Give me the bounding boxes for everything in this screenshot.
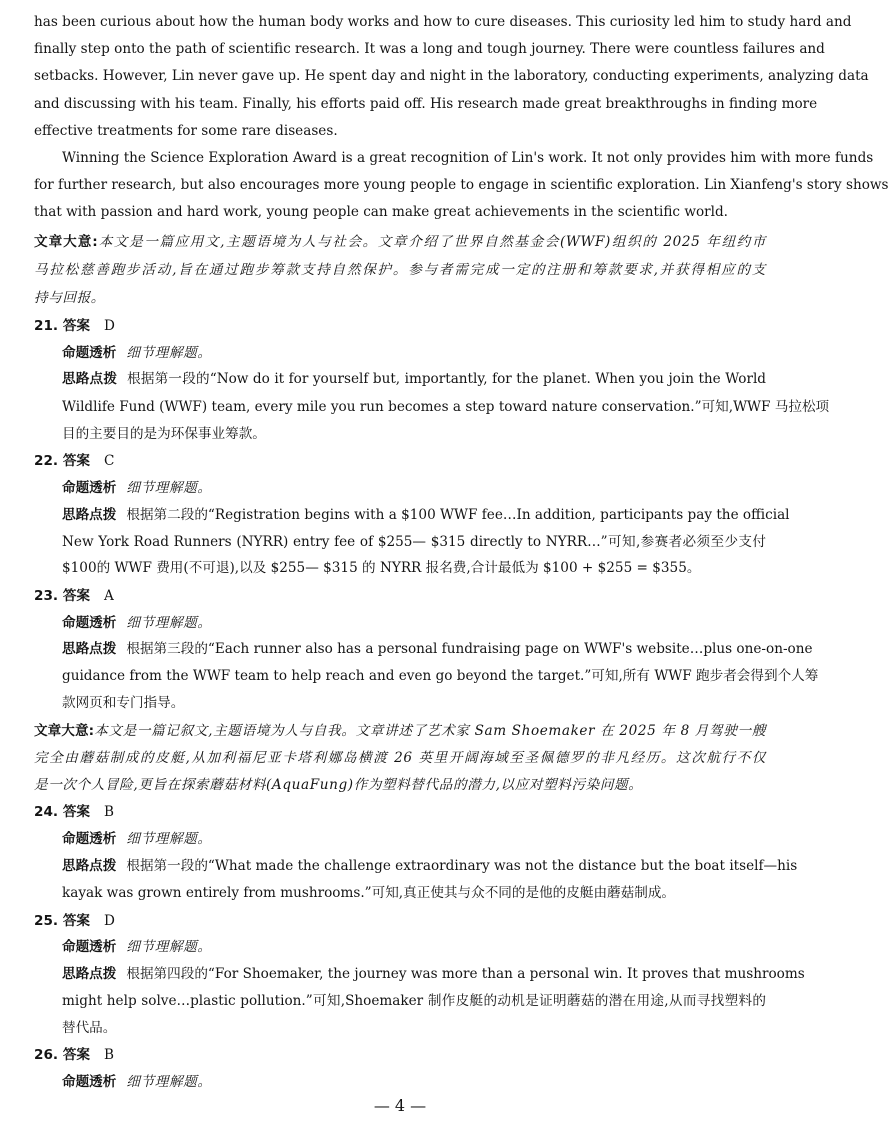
- hint-label: 思路点拨: [62, 371, 118, 387]
- passage-line: that with passion and hard work, young people can make great achievements in the scientific world.: [34, 204, 729, 220]
- question-23-analysis: [62, 613, 766, 633]
- summary-1-line: [34, 232, 766, 252]
- question-number: 22. 答案: [34, 453, 91, 469]
- question-number: 25. 答案: [34, 913, 91, 929]
- analysis-label: 命题透析: [62, 939, 117, 955]
- hint-label: 思路点拨: [62, 507, 117, 523]
- answer-letter: D: [104, 318, 115, 334]
- hint-label: 思路点拨: [62, 858, 117, 874]
- hint-label: 思路点拨: [62, 641, 117, 657]
- summary-2-line: 完全由蘑菇制成的皮艇,从加利福尼亚卡塔利娜岛横渡 26 英里开阔海域至圣佩德罗的非凡经历。这次航行不仅: [34, 750, 766, 766]
- hint-text: 根据第二段的“Registration begins with a $100 WWF fee…In addition, participants pay the official: [126, 507, 790, 523]
- summary-1-line: 马拉松慈善跑步活动,旨在通过跑步筹款支持自然保护。参与者需完成一定的注册和筹款要求,并获得相应的支: [34, 262, 766, 278]
- question-21-hint: [62, 369, 766, 389]
- passage-line: setbacks. However, Lin never gave up. He spent day and night in the laboratory, conducting experiments, analyzing data: [34, 68, 869, 84]
- hint-line: might help solve…plastic pollution.”可知,Shoemaker 制作皮艇的动机是证明蘑菇的潜在用途,从而寻找塑料的: [62, 993, 766, 1009]
- question-25-hint: [62, 964, 805, 984]
- passage-line: finally step onto the path of scientific research. It was a long and tough journey. There were countless failures and: [34, 41, 825, 57]
- question-number: 24. 答案: [34, 804, 91, 820]
- analysis-text: 细节理解题。: [126, 480, 212, 496]
- question-number: 21. 答案: [34, 318, 91, 334]
- passage-line: and discussing with his team. Finally, his efforts paid off. His research made great breakthroughs in finding more: [34, 96, 818, 112]
- analysis-text: 细节理解题。: [126, 831, 212, 847]
- question-25-answer: [34, 911, 766, 931]
- summary-1-label: 文章大意:: [34, 234, 98, 250]
- question-22-hint: [62, 505, 790, 525]
- passage-line: for further research, but also encourages more young people to engage in scientific exploration. Lin Xianfeng's story shows: [34, 177, 889, 193]
- hint-text: 根据第一段的“Now do it for yourself but, importantly, for the planet. When you join the World: [127, 371, 766, 387]
- hint-line: Wildlife Fund (WWF) team, every mile you run becomes a step toward nature conservation.”可知,WWF 马拉松项: [62, 399, 830, 415]
- summary-2-text: 本文是一篇记叙文,主题语境为人与自我。文章讲述了艺术家 Sam Shoemaker 在 2025 年 8 月驾驶一艘: [94, 723, 766, 739]
- hint-line: 款网页和专门指导。: [62, 695, 185, 711]
- question-23-answer: [34, 586, 766, 606]
- hint-label: 思路点拨: [62, 966, 117, 982]
- summary-2-label: 文章大意:: [34, 723, 95, 739]
- question-26-answer: [34, 1045, 766, 1065]
- passage-line: Winning the Science Exploration Award is a great recognition of Lin's work. It not only provides him with more funds: [62, 150, 874, 166]
- analysis-label: 命题透析: [62, 1074, 117, 1090]
- hint-line: guidance from the WWF team to help reach and even go beyond the target.”可知,所有 WWF 跑步者会得到个人筹: [62, 668, 819, 684]
- summary-2-line: 是一次个人冒险,更旨在探索蘑菇材料(AquaFung)作为塑料替代品的潜力,以应对塑料污染问题。: [34, 777, 643, 793]
- question-24-analysis: [62, 829, 766, 849]
- summary-2-line: [34, 721, 766, 741]
- page-number: — 4 —: [373, 1096, 427, 1115]
- question-23-hint: [62, 639, 813, 659]
- analysis-text: 细节理解题。: [126, 615, 212, 631]
- question-25-analysis: [62, 937, 766, 957]
- question-22-answer: [34, 451, 766, 471]
- hint-text: 根据第四段的“For Shoemaker, the journey was more than a personal win. It proves that mushrooms: [126, 966, 805, 982]
- answer-letter: B: [104, 804, 115, 820]
- passage-line: has been curious about how the human body works and how to cure diseases. This curiosity led him to study hard and: [34, 14, 852, 30]
- question-26-analysis: [62, 1072, 766, 1092]
- analysis-text: 细节理解题。: [126, 939, 212, 955]
- analysis-text: 细节理解题。: [126, 345, 212, 361]
- hint-line: $100的 WWF 费用(不可退),以及 $255— $315 的 NYRR 报名费,合计最低为 $100 + $255 = $355。: [62, 560, 701, 576]
- summary-1-line: 持与回报。: [34, 290, 105, 306]
- hint-text: 根据第三段的“Each runner also has a personal fundraising page on WWF's website…plus one-on-one: [126, 641, 813, 657]
- analysis-text: 细节理解题。: [126, 1074, 212, 1090]
- question-21-answer: [34, 316, 766, 336]
- analysis-label: 命题透析: [62, 345, 117, 361]
- hint-line: 替代品。: [62, 1020, 117, 1036]
- hint-line: kayak was grown entirely from mushrooms.”可知,真正使其与众不同的是他的皮艇由蘑菇制成。: [62, 885, 676, 901]
- hint-text: 根据第一段的“What made the challenge extraordinary was not the distance but the boat itself—his: [126, 858, 798, 874]
- summary-1-text: 本文是一篇应用文,主题语境为人与社会。文章介绍了世界自然基金会(WWF)组织的 2025 年纽约市: [97, 234, 767, 250]
- hint-line: 目的主要目的是为环保事业筹款。: [62, 426, 266, 442]
- question-24-hint: [62, 856, 798, 876]
- analysis-label: 命题透析: [62, 831, 117, 847]
- answer-letter: C: [104, 453, 115, 469]
- question-number: 23. 答案: [34, 588, 91, 604]
- answer-letter: B: [104, 1047, 115, 1063]
- question-21-analysis: [62, 343, 766, 363]
- answer-letter: D: [104, 913, 115, 929]
- question-24-answer: [34, 802, 766, 822]
- question-22-analysis: [62, 478, 766, 498]
- analysis-label: 命题透析: [62, 480, 117, 496]
- analysis-label: 命题透析: [62, 615, 117, 631]
- answer-letter: A: [104, 588, 114, 604]
- passage-line: effective treatments for some rare diseases.: [34, 123, 338, 139]
- hint-line: New York Road Runners (NYRR) entry fee of $255— $315 directly to NYRR…”可知,参赛者必须至少支付: [62, 534, 766, 550]
- question-number: 26. 答案: [34, 1047, 91, 1063]
